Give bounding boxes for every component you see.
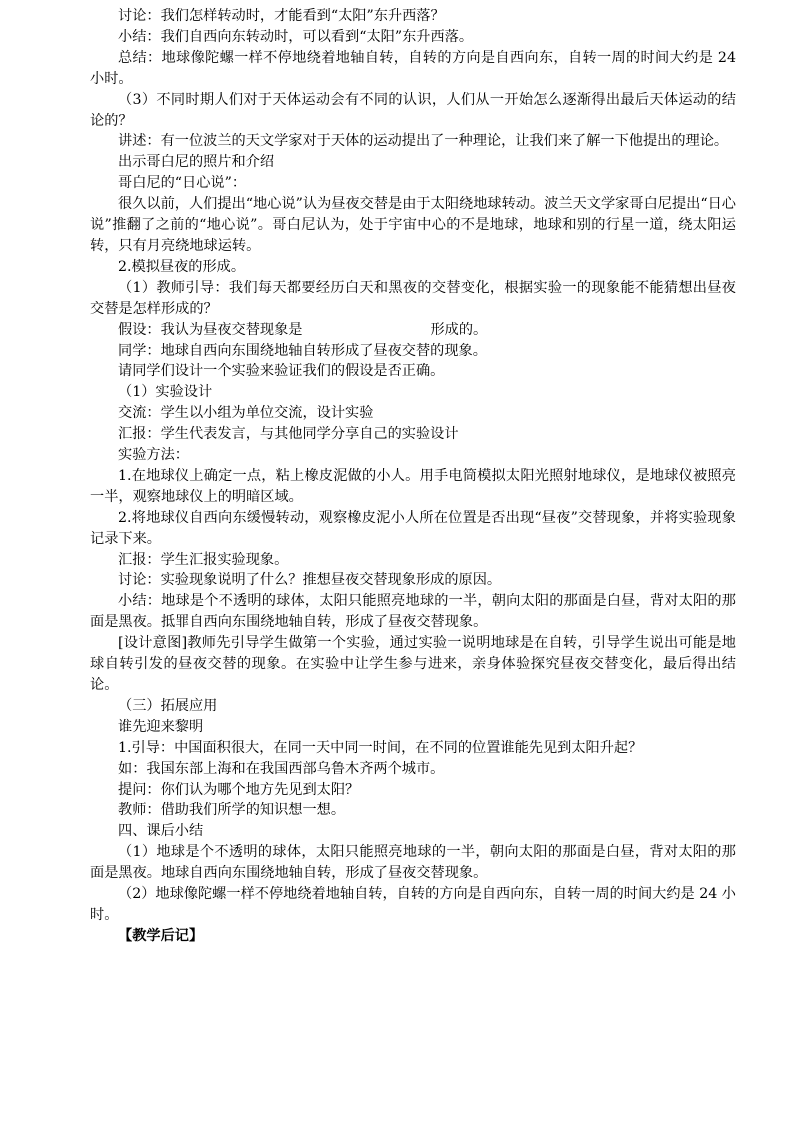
- section-experiment-design: （1）实验设计: [118, 384, 213, 401]
- paragraph-guide-china: 1.引导：中国面积很大，在同一天中同一时间，在不同的位置谁能先见到太阳升起？: [118, 739, 643, 756]
- paragraph-question-sunrise: 提问：你们认为哪个地方先见到太阳？: [118, 781, 360, 798]
- section-simulate-day-night: 2.模拟昼夜的形成。: [118, 258, 246, 275]
- paragraph-summary-2: （2）地球像陀螺一样不停地绕着地轴自转，自转的方向是自西向东，自转一周的时间大约是 24 小时。: [90, 886, 736, 923]
- paragraph-conclusion-rotation: 总结：地球像陀螺一样不停地绕着地轴自转，自转的方向是自西向东，自转一周的时间大约是 24 小时。: [90, 49, 736, 87]
- paragraph-example-cities: 如：我国东部上海和在我国西部乌鲁木齐两个城市。: [118, 760, 445, 777]
- section-teaching-notes: 【教学后记】: [118, 927, 204, 944]
- paragraph-summary-rotation: 小结：我们自西向东转动时，可以看到“太阳”东升西落。: [118, 28, 474, 45]
- paragraph-report-design: 汇报：学生代表发言，与其他同学分享自己的实验设计: [118, 426, 459, 443]
- paragraph-heliocentric-title: 哥白尼的“日心说”：: [118, 175, 247, 192]
- section-after-class-summary: 四、课后小结: [118, 823, 204, 840]
- paragraph-design-intent: [设计意图]教师先引导学生做第一个实验，通过实验一说明地球是在自转，引导学生说出可能是地球自转引发的昼夜交替的现象。在实验中让学生参与进来，亲身体验探究昼夜交替变化，最后得出结论。: [90, 635, 736, 693]
- paragraph-student-answer: 同学：地球自西向东围绕地轴自转形成了昼夜交替的现象。: [118, 342, 487, 359]
- paragraph-report-phenomena: 汇报：学生汇报实验现象。: [118, 551, 289, 568]
- paragraph-method-title: 实验方法：: [118, 447, 189, 464]
- section-extension: （三）拓展应用: [118, 697, 218, 714]
- paragraph-hypothesis: [90, 320, 736, 341]
- hypothesis-prefix: 假设：我认为昼夜交替现象是: [118, 321, 303, 338]
- document-page: [90, 6, 736, 947]
- paragraph-design-request: 请同学们设计一个实验来验证我们的假设是否正确。: [118, 363, 445, 380]
- paragraph-discussion-phenomena: 讨论：实验现象说明了什么？推想昼夜交替现象形成的原因。: [118, 572, 502, 589]
- paragraph-summary-opaque: 小结：地球是个不透明的球体，太阳只能照亮地球的一半，朝向太阳的那面是白昼，背对太阳的那面是黑夜。抵罪自西向东围绕地轴自转，形成了昼夜交替现象。: [90, 593, 736, 631]
- paragraph-teacher-think: 教师：借助我们所学的知识想一想。: [118, 802, 346, 819]
- paragraph-dawn-title: 谁先迎来黎明: [118, 718, 204, 735]
- paragraph-discussion-rotation: 讨论：我们怎样转动时，才能看到“太阳”东升西落？: [118, 8, 445, 24]
- paragraph-teacher-guide: （1）教师引导：我们每天都要经历白天和黑夜的交替变化，根据实验一的现象能不能猜想出昼夜交替是怎样形成的？: [90, 279, 736, 317]
- paragraph-heliocentric-body: 很久以前，人们提出“地心说”认为昼夜交替是由于太阳绕地球转动。波兰天文学家哥白尼提出“日心说”推翻了之前的“地心说”。哥白尼认为，处于宇宙中心的不是地球，地球和别的行星一道，绕太阳运转，只有月亮绕地球运转。: [90, 196, 736, 254]
- paragraph-method-step-2: 2.将地球仪自西向东缓慢转动，观察橡皮泥小人所在位置是否出现“昼夜”交替现象，并将实验现象记录下来。: [90, 509, 736, 547]
- paragraph-question-celestial: （3）不同时期人们对于天体运动会有不同的认识，人们从一开始怎么逐渐得出最后天体运动的结论的？: [90, 91, 736, 129]
- hypothesis-suffix: 形成的。: [430, 321, 488, 338]
- paragraph-narration-astronomer: 讲述：有一位波兰的天文学家对于天体的运动提出了一种理论，让我们来了解一下他提出的理论。: [118, 133, 729, 150]
- paragraph-exchange: 交流：学生以小组为单位交流，设计实验: [118, 405, 374, 422]
- paragraph-show-copernicus: 出示哥白尼的照片和介绍: [118, 154, 275, 171]
- paragraph-summary-1: （1）地球是个不透明的球体，太阳只能照亮地球的一半，朝向太阳的那面是白昼，背对太阳的那面是黑夜。地球自西向东围绕地轴自转，形成了昼夜交替现象。: [90, 844, 736, 882]
- paragraph-method-step-1: 1.在地球仪上确定一点，粘上橡皮泥做的小人。用手电筒模拟太阳光照射地球仪，是地球仪被照亮一半，观察地球仪上的明暗区域。: [90, 467, 736, 505]
